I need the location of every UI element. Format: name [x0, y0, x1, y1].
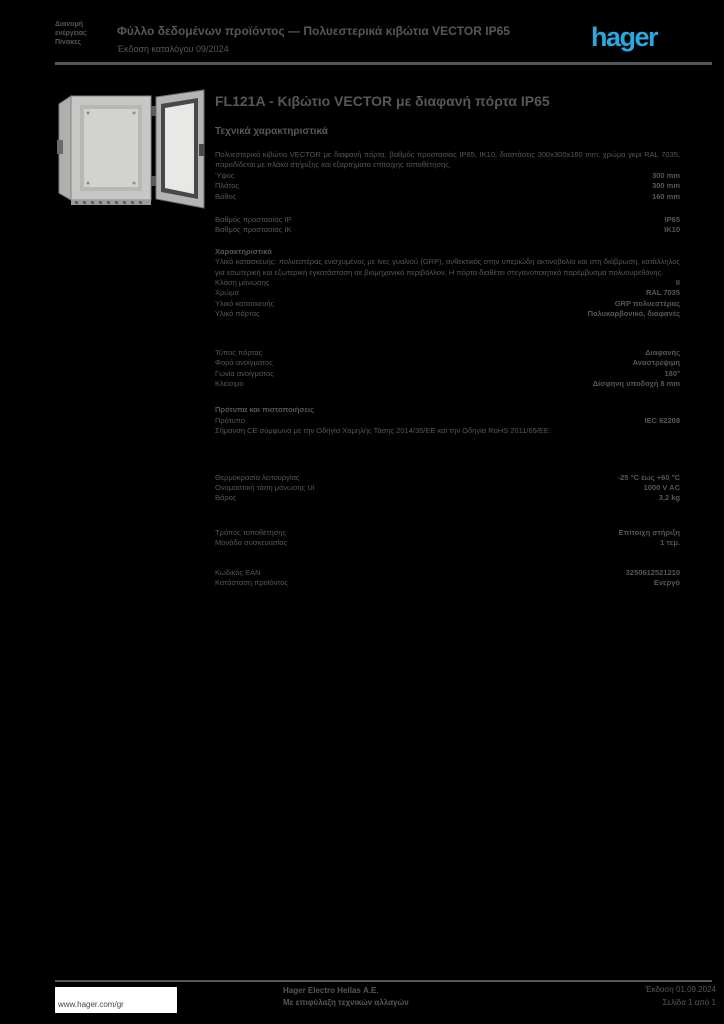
spec-row: [215, 568, 680, 578]
spec-value: -25 °C έως +60 °C: [617, 472, 680, 482]
enclosure-illustration: [57, 88, 207, 210]
header-doc-line: ενέργειας: [55, 30, 87, 37]
spec-row: [215, 171, 680, 181]
spec-value: 160 mm: [652, 191, 680, 201]
spec-row: [215, 528, 680, 538]
spec-group: [215, 568, 680, 589]
product-title: FL121A - Κιβώτιο VECTOR με διαφανή πόρτα IP65: [215, 93, 550, 109]
spec-value: 180°: [664, 368, 680, 378]
spec-value: GRP πολυεστέρας: [614, 298, 680, 308]
spec-group: [215, 348, 680, 390]
spec-value: Επίτοιχη στήριξη: [618, 527, 680, 537]
spec-label: Θερμοκρασία λειτουργίας: [215, 472, 300, 482]
spec-row: [215, 309, 680, 319]
spec-row: [215, 483, 680, 493]
footer-company-block: [283, 985, 468, 1009]
spec-paragraph: Σήμανση CE σύμφωνα με την Οδηγία Χαμηλής Τάσης 2014/35/ΕΕ και την Οδηγία RoHS 2011/65/ΕΕ.: [215, 426, 552, 436]
spec-row: [215, 181, 680, 191]
spec-label: Γωνία ανοίγματος: [215, 368, 274, 378]
spec-group: [215, 405, 680, 436]
spec-row: [215, 192, 680, 202]
spec-row: [215, 379, 680, 389]
spec-row: [215, 288, 680, 298]
spec-row: [215, 369, 680, 379]
spec-row: [215, 416, 680, 426]
spec-label: Βάθος: [215, 191, 237, 201]
spec-value: IEC 62208: [644, 415, 680, 425]
spec-label: Πρότυπο: [215, 415, 246, 425]
spec-row: [215, 225, 680, 235]
spec-value: Διαφανής: [645, 347, 680, 357]
spec-label: Ύψος: [215, 170, 235, 180]
spec-row: [215, 348, 680, 358]
spec-group: [215, 473, 680, 504]
spec-label: Κωδικός EAN: [215, 567, 261, 577]
spec-row: [215, 299, 680, 309]
spec-label: Μονάδα συσκευασίας: [215, 538, 288, 548]
spec-row: [215, 473, 680, 483]
spec-value: 300 mm: [652, 170, 680, 180]
spec-value: II: [675, 278, 680, 288]
spec-label: Κατάσταση προϊόντος: [215, 577, 288, 587]
footer-page-block: [540, 983, 716, 1009]
header-doc-lines: [55, 20, 119, 47]
spec-label: Τρόπος τοποθέτησης: [215, 527, 287, 537]
spec-value: 3250612521210: [625, 567, 680, 577]
spec-label: Κλάση μόνωσης: [215, 278, 270, 288]
spec-group: [215, 215, 680, 236]
footer-divider: [55, 980, 712, 982]
spec-row: [215, 278, 680, 288]
spec-value: 3,2 kg: [658, 493, 680, 503]
spec-label: Υλικό πόρτας: [215, 309, 260, 319]
spec-label: Κλείσιμο: [215, 378, 244, 388]
spec-value: Ενεργό: [653, 577, 680, 587]
footer-center-line: Με επιφύλαξη τεχνικών αλλαγών: [283, 998, 409, 1007]
spec-label: Φορά ανοίγματος: [215, 358, 273, 368]
spec-row: [215, 538, 680, 548]
spec-label: Βαθμός προστασίας IP: [215, 215, 292, 225]
spec-value: 300 mm: [652, 181, 680, 191]
spec-group: [215, 150, 680, 202]
spec-section-heading: Χαρακτηριστικά: [215, 246, 272, 256]
spec-value: Πολυκαρβονικό, διαφανές: [587, 309, 680, 319]
website-box: [55, 987, 177, 1013]
spec-label: Τύπος πόρτας: [215, 347, 263, 357]
spec-paragraph: Υλικό κατασκευής: πολυεστέρας ενισχυμένος με ίνες γυαλιού (GRP), ανθεκτικός στην υπεριώδη ακτινοβολία και στη διάβρωση, κατάλληλος για εσωτερική και εξωτερική εγκατάσταση σε βιομηχανικό περιβάλλον. Η πόρτα διαθέτει στεγανοποιητικό παρέμβυσμα πολυουρεθάνης.: [215, 257, 680, 277]
spec-group: [215, 528, 680, 549]
spec-label: Ονομαστική τάση μόνωσης Ui: [215, 482, 315, 492]
spec-row: [215, 215, 680, 225]
spec-list: [215, 150, 680, 588]
spec-section-heading: Πρότυπα και πιστοποιήσεις: [215, 405, 315, 415]
document-title: Φύλλο δεδομένων προϊόντος — Πολυεστερικά κιβώτια VECTOR IP65: [117, 24, 510, 38]
spec-label: Βάρος: [215, 493, 237, 503]
footer-right-line: Σελίδα 1 από 1: [662, 998, 716, 1007]
header-title-block: [117, 24, 587, 54]
spec-label: Χρώμα: [215, 288, 239, 298]
spec-value: Δίσφηνη υποδοχή 8 mm: [592, 378, 680, 388]
spec-value: 1000 V AC: [643, 482, 680, 492]
spec-value: RAL 7035: [645, 288, 680, 298]
website-link[interactable]: www.hager.com/gr: [58, 1000, 124, 1009]
spec-group: [215, 247, 680, 320]
spec-value: 1 τεμ.: [660, 538, 680, 548]
spec-label: Πλάτος: [215, 181, 240, 191]
header-doc-line: Διανομή: [55, 21, 84, 28]
spec-row: [215, 358, 680, 368]
spec-row: [215, 578, 680, 588]
footer-center-line: Hager Electro Hellas Α.Ε.: [283, 986, 379, 995]
footer-right-line: Έκδοση 01.09.2024: [645, 985, 716, 994]
spec-label: Υλικό κατασκευής: [215, 298, 275, 308]
specs-section-label: Τεχνικά χαρακτηριστικά: [215, 126, 328, 137]
header-doc-line: Πίνακες: [55, 39, 82, 46]
spec-value: IK10: [664, 225, 680, 235]
spec-value: Αναστρέψιμη: [632, 358, 680, 368]
product-photo: [57, 88, 207, 210]
document-subtitle: Έκδοση καταλόγου 09/2024: [117, 44, 229, 54]
spec-value: IP65: [664, 215, 680, 225]
spec-label: Βαθμός προστασίας IK: [215, 225, 292, 235]
header-divider: [55, 62, 712, 65]
spec-row: [215, 493, 680, 503]
hager-logo: hager: [591, 22, 658, 52]
spec-paragraph: Πολυεστερικό κιβώτιο VECTOR με διαφανή πόρτα, βαθμός προστασίας IP65, IK10, διαστάσεις 300x300x160 mm, χρώμα γκρι RAL 7035, παραδίδεται με πλάκα στήριξης και εξαρτήματα επίτοιχης τοποθέτησης.: [215, 150, 680, 170]
